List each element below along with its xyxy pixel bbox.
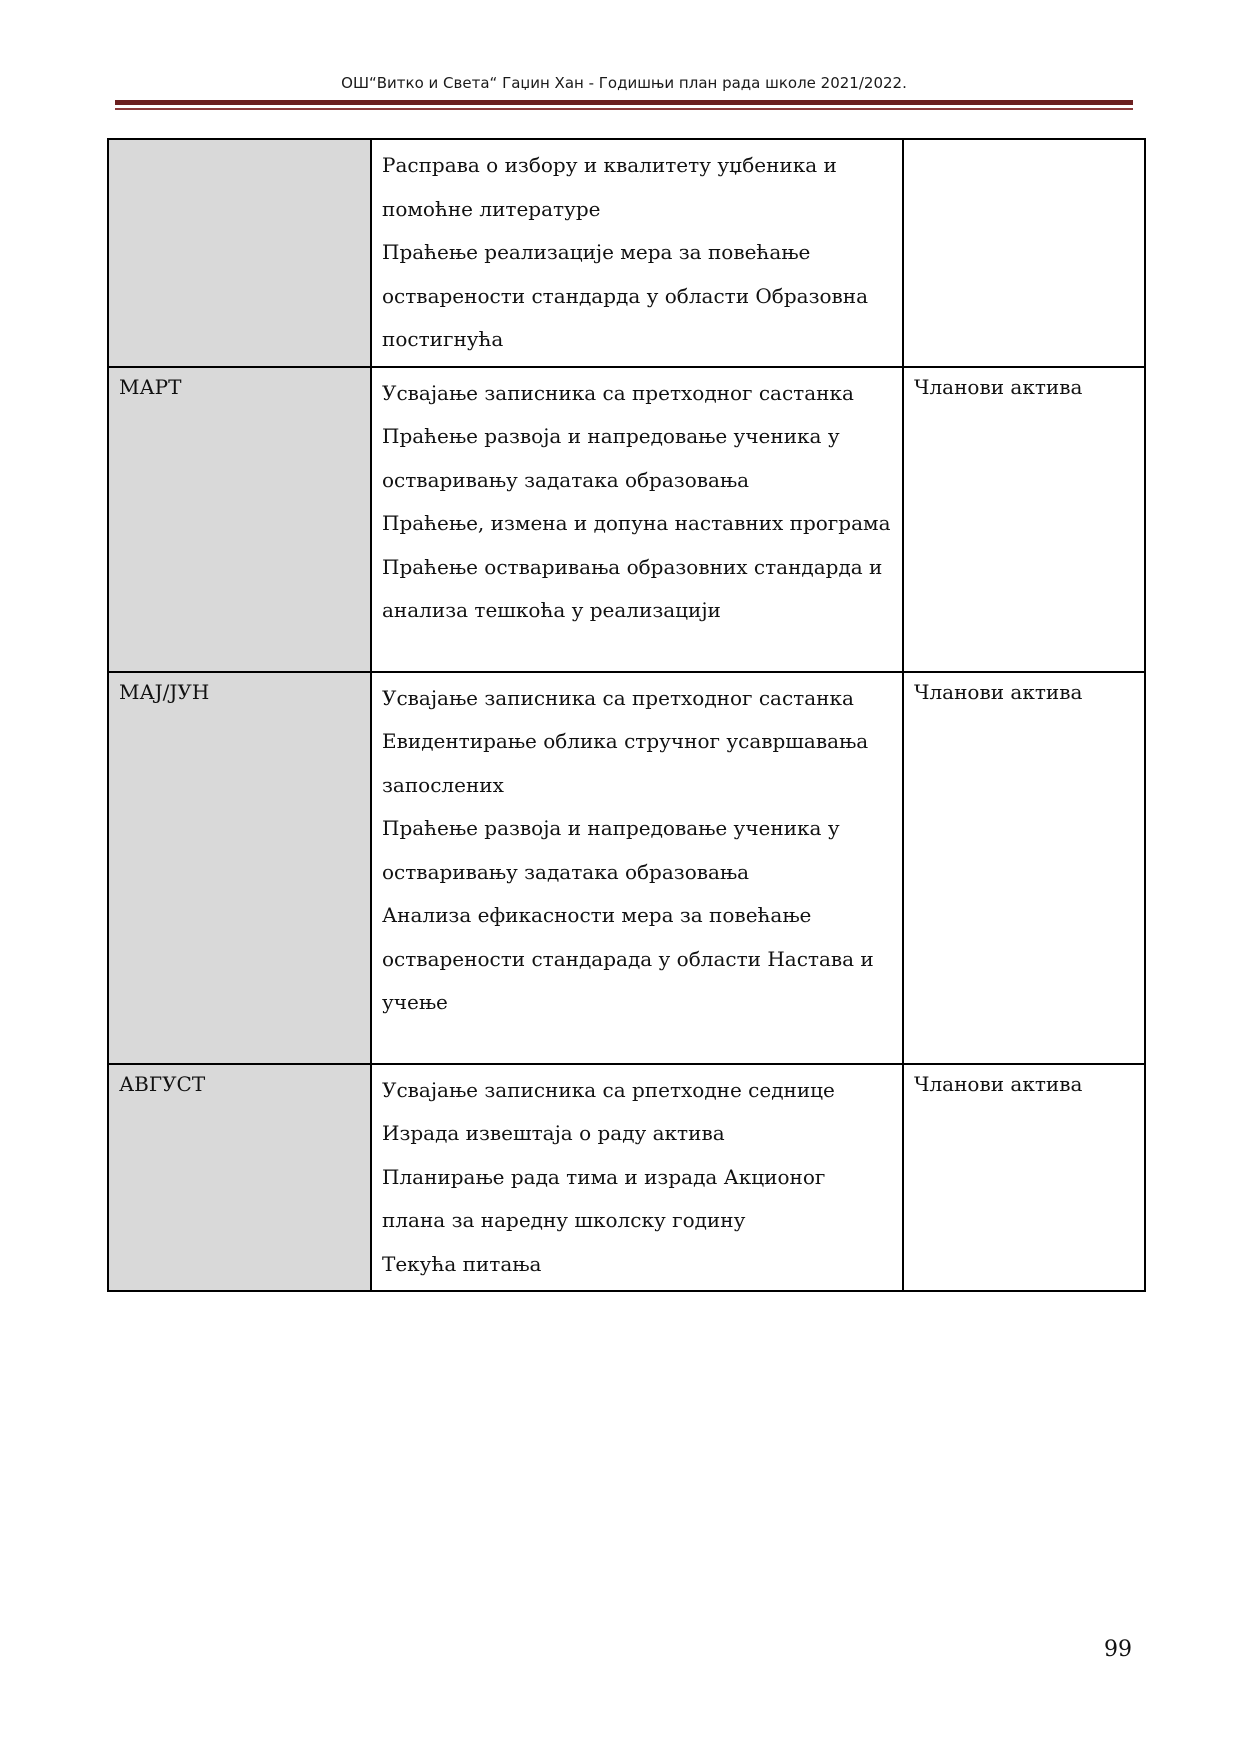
carriers-cell (903, 139, 1145, 367)
month-cell (108, 139, 371, 367)
month-cell (108, 1064, 371, 1292)
header-rule (115, 100, 1133, 105)
month-label: МАЈ/ЈУН (119, 679, 210, 704)
activity-line: Планирање рада тима и израда Акционог (382, 1164, 826, 1189)
activity-line: остварености стандарада у области Настава и (382, 946, 874, 971)
activities-cell (371, 672, 903, 1064)
month-label: АВГУСТ (119, 1071, 206, 1096)
page-header-title: ОШ“Витко и Света“ Гаџин Хан - Годишњи план рада школе 2021/2022. (341, 74, 907, 92)
activity-line: Евидентирање облика стручног усавршавања (382, 729, 869, 753)
table-row (108, 367, 1145, 672)
table-row (108, 672, 1145, 1064)
activities-cell (371, 139, 903, 367)
activity-line: Усвајање записника са претходног састанка (382, 380, 854, 405)
activity-line: остваривању задатака образовања (382, 859, 750, 884)
activity-line: плана за наредну школску годину (382, 1208, 746, 1232)
carrier-label: Чланови актива (914, 1071, 1083, 1096)
activity-line: остваривању задатака образовања (382, 467, 750, 492)
header-rule-thin (115, 108, 1133, 110)
table-row (108, 139, 1145, 367)
activity-line: Усвајање записника са претходног састанка (382, 685, 854, 710)
activity-line: Усвајање записника са рпетходне седнице (382, 1077, 835, 1102)
activity-line: Анализа ефикасности мера за повећање (382, 903, 812, 927)
table-row (108, 1064, 1145, 1292)
carrier-label: Чланови актива (914, 374, 1083, 399)
activity-line: Праћење развоја и напредовање ученика у (382, 424, 840, 448)
activity-line: Праћење реализације мера за повећање (382, 240, 811, 264)
activity-line: Текућа питања (382, 1251, 542, 1276)
activity-line: Израда извештаја о раду актива (382, 1121, 725, 1145)
carriers-cell (903, 672, 1145, 1064)
activity-line: Расправа о избору и квалитету уџбеника и (382, 153, 837, 177)
activities-cell (371, 367, 903, 672)
activity-line: Праћење развоја и напредовање ученика у (382, 816, 840, 840)
activity-plan-table (107, 138, 1146, 1292)
activity-line: запослених (382, 772, 504, 797)
activity-line: постигнућа (382, 327, 504, 351)
activity-line: учење (382, 990, 448, 1014)
carriers-cell (903, 1064, 1145, 1292)
carrier-label: Чланови актива (914, 679, 1083, 704)
activity-line: помоћне литературе (382, 196, 601, 221)
month-cell (108, 672, 371, 1064)
activities-cell (371, 1064, 903, 1292)
activity-line: Праћење остваривања образовних стандарда и (382, 554, 883, 579)
activity-line: Праћење, измена и допуна наставних програма (382, 511, 891, 535)
activity-line: остварености стандарда у области Образовна (382, 283, 869, 308)
month-label: МАРТ (119, 374, 182, 399)
activity-line: анализа тешкоћа у реализацији (382, 598, 721, 622)
page-number: 99 (1104, 1637, 1132, 1662)
carriers-cell (903, 367, 1145, 672)
month-cell (108, 367, 371, 672)
